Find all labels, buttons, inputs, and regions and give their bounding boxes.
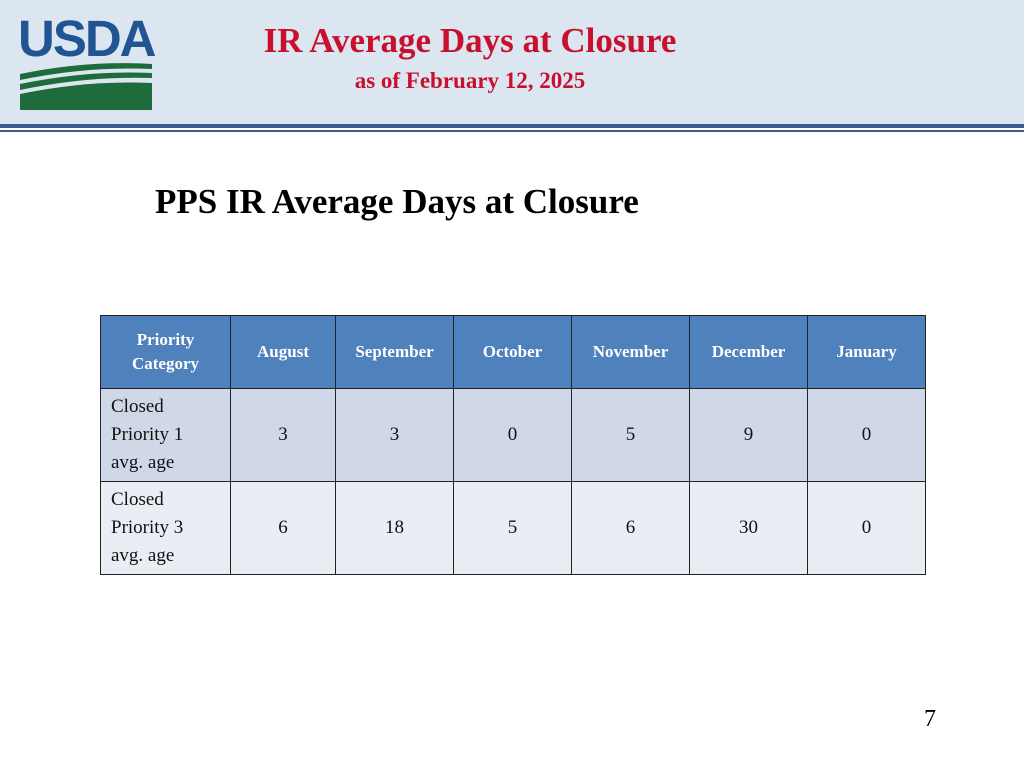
section-heading: PPS IR Average Days at Closure (155, 182, 639, 221)
table-row (101, 389, 926, 482)
table-row (101, 482, 926, 575)
row-label: Closed Priority 1 avg. age (101, 389, 231, 482)
table-cell: 6 (572, 482, 690, 575)
table-cell: 30 (690, 482, 808, 575)
column-header-september: September (336, 316, 454, 389)
table-cell: 0 (808, 482, 926, 575)
table-cell: 3 (336, 389, 454, 482)
table-header-row (101, 316, 926, 389)
table-cell: 18 (336, 482, 454, 575)
header-rule (0, 124, 1024, 128)
column-header-august: August (231, 316, 336, 389)
page-subtitle: as of February 12, 2025 (354, 68, 586, 93)
logo-text: USDA (18, 10, 155, 67)
usda-logo (18, 10, 155, 112)
table-cell: 9 (690, 389, 808, 482)
column-header-january: January (808, 316, 926, 389)
table-cell: 0 (808, 389, 926, 482)
row-label: Closed Priority 3 avg. age (101, 482, 231, 575)
table-cell: 0 (454, 389, 572, 482)
closure-table (100, 315, 926, 575)
column-header-priority-category: Priority Category (101, 316, 231, 389)
page-number: 7 (924, 706, 936, 732)
column-header-october: October (454, 316, 572, 389)
header-rule-thin (0, 130, 1024, 132)
table-cell: 5 (454, 482, 572, 575)
table-cell: 3 (231, 389, 336, 482)
table-cell: 6 (231, 482, 336, 575)
column-header-november: November (572, 316, 690, 389)
page-title: IR Average Days at Closure (263, 21, 677, 60)
column-header-december: December (690, 316, 808, 389)
table-cell: 5 (572, 389, 690, 482)
